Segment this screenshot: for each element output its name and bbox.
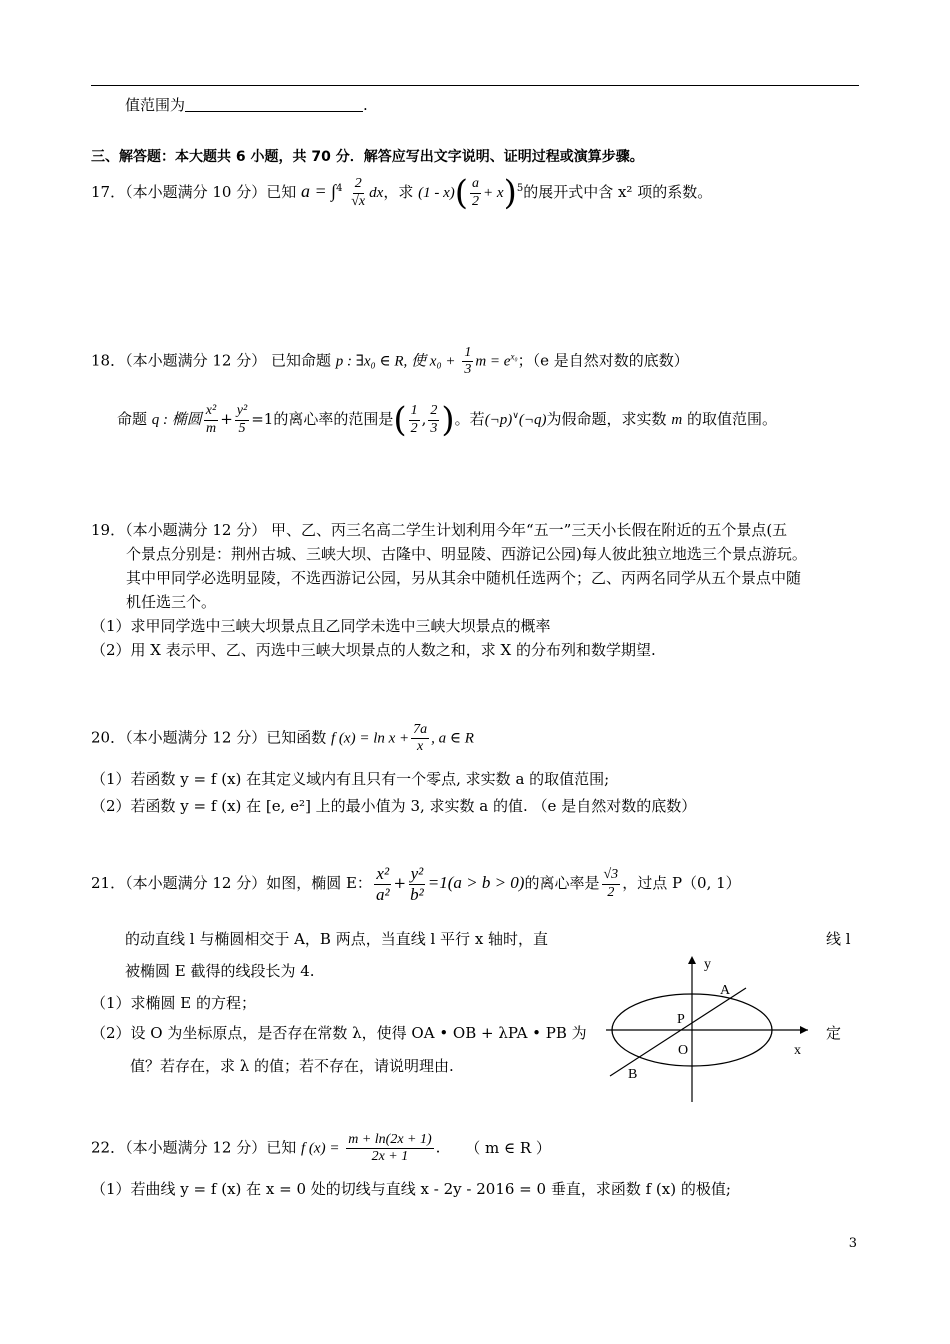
label-O: O <box>678 1043 689 1058</box>
fill-blank[interactable] <box>185 97 363 112</box>
label-A: A <box>720 983 731 998</box>
x-axis-arrow-icon <box>800 1026 808 1034</box>
page-number: 3 <box>848 1236 857 1251</box>
question-21-part2-line2: 值？若存在，求 λ 的值；若不存在，请说明理由. <box>130 1057 454 1075</box>
question-21-line2-right: 线 l <box>826 930 851 948</box>
question-19: 19．（本小题满分 12 分） 甲、乙、丙三名高二学生计划利用今年“五一”三天小长假在附近的五个景点(五 个景点分别是：荆州古城、三峡大坝、古隆中、明显陵、西游记公园)每人彼此独立地选三个景点游玩。 其中甲同学必选明显陵，不选西游记公园，另从其余中随机任选两个；乙、丙两名同学从五个景点中随 机任选三个。 （1）求甲同学选中三峡大坝景点且乙同学未选中三峡大坝景点的概率 （2）用 X 表示甲、乙、丙选中三峡大坝景点的人数之和，求 X 的分布列和数学期望. <box>91 521 807 659</box>
question-18: 18．（本小题满分 12 分） 已知命题 p : ∃x₀ ∈ R, 使 x₀ + $\frac{1}{3}$ $m = e^{x_0}$；（e 是自然对数的底数） <box>91 345 689 378</box>
question-21-line3: 被椭圆 E 截得的线段长为 4. <box>125 962 315 980</box>
question-17: 17．（本小题满分 10 分）已知 a = ∫$^4$ $\frac{2}{√x}$ dx，求 (1 - x)( $\frac{a}{2}$ + x)$^5$的展开式中含 x² 项的系数。 <box>91 173 713 213</box>
question-18-line2: 命题 q : 椭圆 $\frac{\text{x²}}{m}$ + $\frac{\text{y²}}{5}$ =1的离心率的范围是( $\frac{1}{2}$ , $\frac{2}{3}$ )。若(¬p)∨(¬q)为假命题，求实数 m 的取值范围。 <box>117 400 777 440</box>
question-21-part2-right: 定 <box>826 1024 842 1042</box>
question-20-part2: （2）若函数 y = f (x) 在 [e, e²] 上的最小值为 3, 求实数 a 的值. （e 是自然对数的底数） <box>91 797 697 815</box>
header-rule <box>91 85 859 86</box>
question-22-part1: （1）若曲线 y = f (x) 在 x = 0 处的切线与直线 x - 2y - 2016 = 0 垂直，求函数 f (x) 的极值; <box>91 1180 731 1198</box>
y-axis-arrow-icon <box>688 956 696 964</box>
question-20-part1: （1）若函数 y = f (x) 在其定义域内有且只有一个零点, 求实数 a 的取值范围; <box>91 770 610 788</box>
label-x: x <box>794 1043 801 1058</box>
question-21-part2: （2）设 O 为坐标原点，是否存在常数 λ，使得 OA • OB + λPA • PB 为 <box>91 1024 587 1042</box>
section-heading: 三、解答题：本大题共 6 小题，共 70 分．解答应写出文字说明、证明过程或演算步骤。 <box>91 149 644 165</box>
ellipse-figure <box>596 950 816 1110</box>
question-22: 22．（本小题满分 12 分）已知 f (x) = $\frac{m + \ln(2x + 1)}{2x + 1}$ . （ m ∈ R ） <box>91 1132 551 1165</box>
fraction: $\frac{2}{√x}$ <box>351 176 366 209</box>
question-21-line2: 的动直线 l 与椭圆相交于 A，B 两点，当直线 l 平行 x 轴时，直 <box>125 930 549 948</box>
question-21: 21．（本小题满分 12 分）如图，椭圆 E： $\frac{\text{x²}}{\text{a²}}$ + $\frac{\text{y²}}{\text{b²}}$ =1(a > b > 0)的离心率是 $\frac{√3}{2}$ ，过点 P（0, 1） <box>91 864 741 904</box>
question-20: 20．（本小题满分 12 分）已知函数 f (x) = ln x + $\frac{7a}{x}$ , a ∈ R <box>91 722 474 755</box>
label-P: P <box>677 1012 685 1027</box>
answer-blank-line: 值范围为 . <box>125 96 368 114</box>
label-B: B <box>628 1067 638 1082</box>
label-y: y <box>704 957 711 972</box>
question-21-part1: （1）求椭圆 E 的方程； <box>91 994 257 1012</box>
